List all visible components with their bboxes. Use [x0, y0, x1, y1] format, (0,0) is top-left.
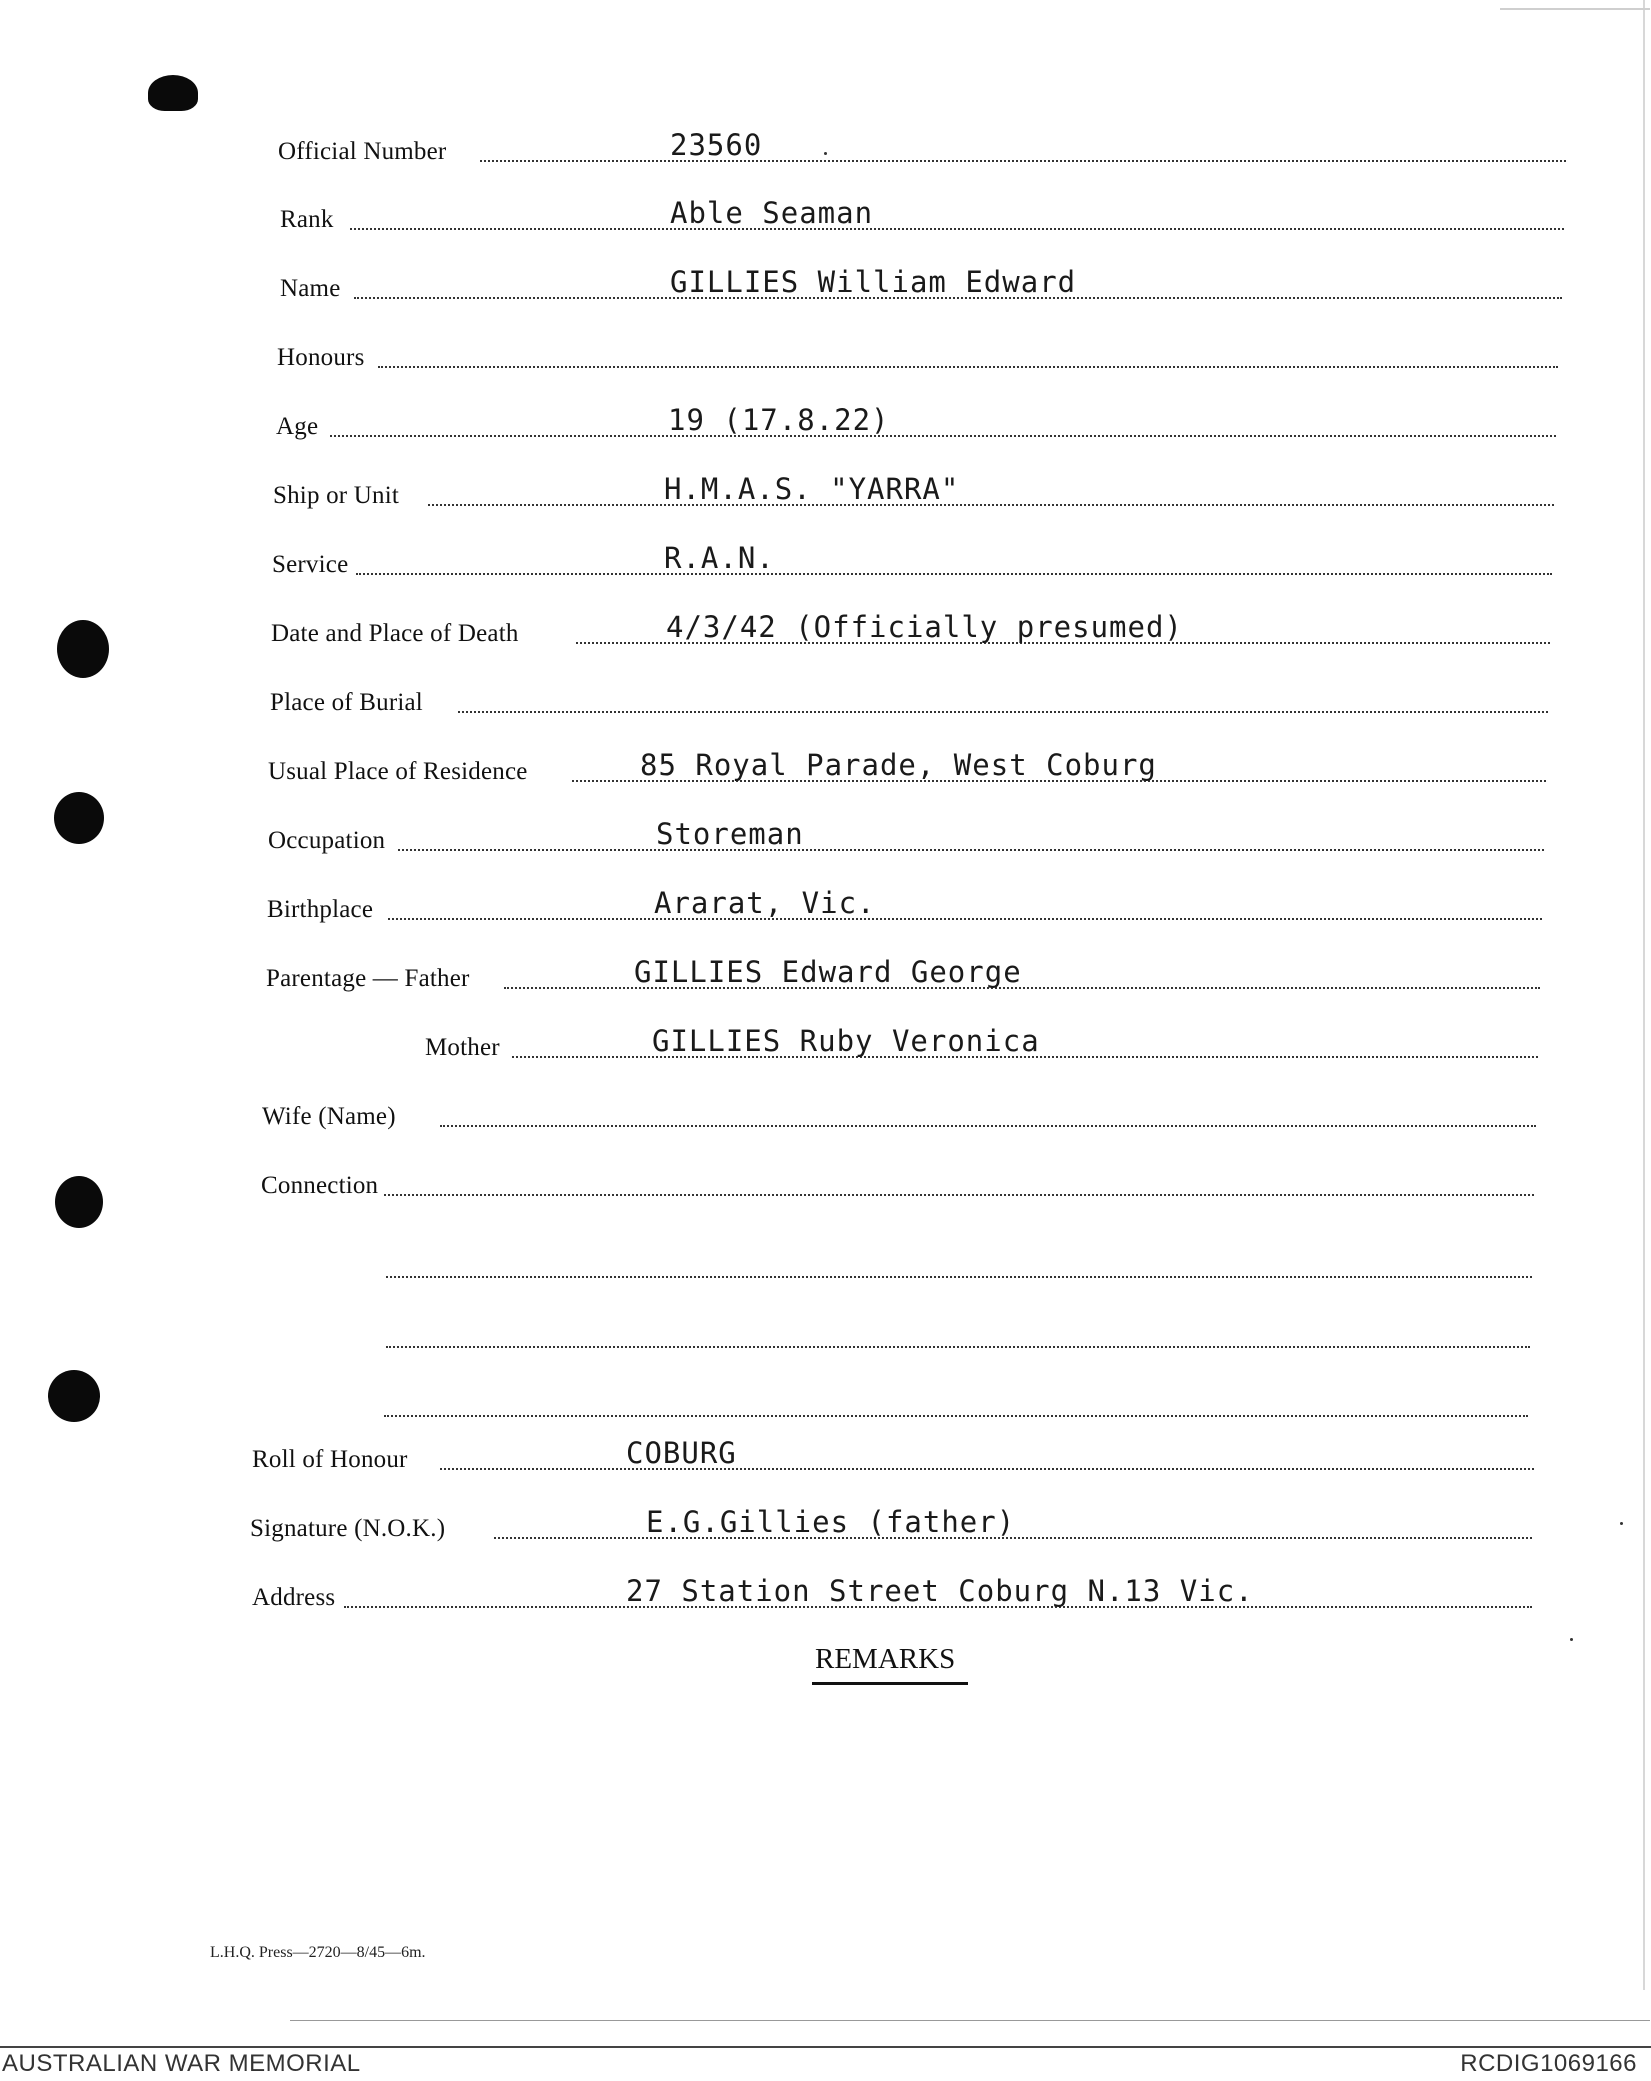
field-wife-name — [0, 1093, 1580, 1133]
page-edge-right — [1643, 0, 1645, 1990]
field-label: Signature (N.O.K.) — [250, 1515, 446, 1542]
field-value: E.G.Gillies (father) — [646, 1505, 1016, 1539]
field-honours — [0, 334, 1580, 374]
field-value: 19 (17.8.22) — [668, 403, 890, 437]
field-connection — [0, 1162, 1580, 1202]
blank-line — [384, 1415, 1528, 1417]
dotted-leader — [480, 160, 1566, 162]
field-mother — [0, 1024, 1580, 1064]
dotted-leader — [388, 918, 1542, 920]
field-label: Birthplace — [267, 896, 374, 923]
field-label: Place of Burial — [270, 689, 423, 716]
field-value: R.A.N. — [664, 541, 775, 575]
footer-rule-upper — [290, 2020, 1650, 2021]
field-label: Date and Place of Death — [271, 620, 519, 647]
field-label: Official Number — [278, 138, 447, 165]
field-name — [0, 265, 1580, 305]
field-label: Honours — [277, 344, 365, 371]
dotted-leader — [350, 228, 1564, 230]
dotted-leader — [458, 711, 1548, 713]
field-ship-or-unit — [0, 472, 1580, 512]
field-value: Storeman — [656, 817, 804, 851]
field-label: Occupation — [268, 827, 386, 854]
field-label: Parentage — Father — [266, 965, 470, 992]
field-roll-of-honour — [0, 1436, 1580, 1476]
field-value: 4/3/42 (Officially presumed) — [666, 610, 1183, 644]
field-label: Name — [280, 275, 341, 302]
field-occupation — [0, 817, 1580, 857]
field-rank — [0, 196, 1580, 236]
speck-mark — [1620, 1522, 1623, 1525]
field-official-number — [0, 128, 1580, 168]
field-birthplace — [0, 886, 1580, 926]
field-value: 27 Station Street Coburg N.13 Vic. — [626, 1574, 1254, 1608]
footer-rule — [0, 2046, 1651, 2048]
field-age — [0, 403, 1580, 443]
field-value: 85 Royal Parade, West Coburg — [640, 748, 1157, 782]
field-value: H.M.A.S. "YARRA" — [664, 472, 960, 506]
press-note: L.H.Q. Press—2720—8/45—6m. — [210, 1944, 426, 1961]
field-label: Roll of Honour — [252, 1446, 408, 1473]
dotted-leader — [428, 504, 1554, 506]
blank-line — [386, 1276, 1532, 1278]
field-value: GILLIES William Edward — [670, 265, 1077, 299]
dotted-leader — [356, 573, 1552, 575]
field-value: GILLIES Edward George — [634, 955, 1022, 989]
field-label: Rank — [280, 206, 334, 233]
field-value: GILLIES Ruby Veronica — [652, 1024, 1040, 1058]
dotted-leader — [440, 1125, 1536, 1127]
field-label: Usual Place of Residence — [268, 758, 528, 785]
field-label: Age — [276, 413, 319, 440]
blank-line — [386, 1346, 1530, 1348]
field-value: Ararat, Vic. — [654, 886, 876, 920]
field-value: 23560 — [670, 128, 763, 162]
field-label: Connection — [261, 1172, 379, 1199]
remarks-heading: REMARKS — [815, 1643, 956, 1675]
field-service — [0, 541, 1580, 581]
punch-hole — [48, 1370, 100, 1422]
footer-institution: AUSTRALIAN WAR MEMORIAL — [2, 2050, 361, 2077]
field-value: COBURG — [626, 1436, 737, 1470]
field-label: Service — [272, 551, 349, 578]
dotted-leader — [384, 1194, 1534, 1196]
field-place-of-burial — [0, 679, 1580, 719]
dotted-leader — [398, 849, 1544, 851]
remarks-underline — [812, 1682, 968, 1685]
field-date-place-of-death — [0, 610, 1580, 650]
field-father — [0, 955, 1580, 995]
dotted-leader — [440, 1468, 1534, 1470]
field-address — [0, 1574, 1580, 1614]
field-usual-residence — [0, 748, 1580, 788]
punch-hole-mark — [148, 75, 198, 111]
field-label: Ship or Unit — [273, 482, 400, 509]
field-value: Able Seaman — [670, 196, 874, 230]
footer-record-id: RCDIG1069166 — [1460, 2050, 1637, 2077]
page-edge-top — [1500, 8, 1650, 10]
speck-mark — [824, 152, 827, 155]
dotted-leader — [378, 366, 1558, 368]
field-label: Mother — [425, 1034, 500, 1061]
field-label: Address — [252, 1584, 336, 1611]
field-signature-nok — [0, 1505, 1580, 1545]
field-label: Wife (Name) — [262, 1103, 396, 1130]
dotted-leader — [330, 435, 1556, 437]
speck-mark — [1570, 1638, 1573, 1641]
